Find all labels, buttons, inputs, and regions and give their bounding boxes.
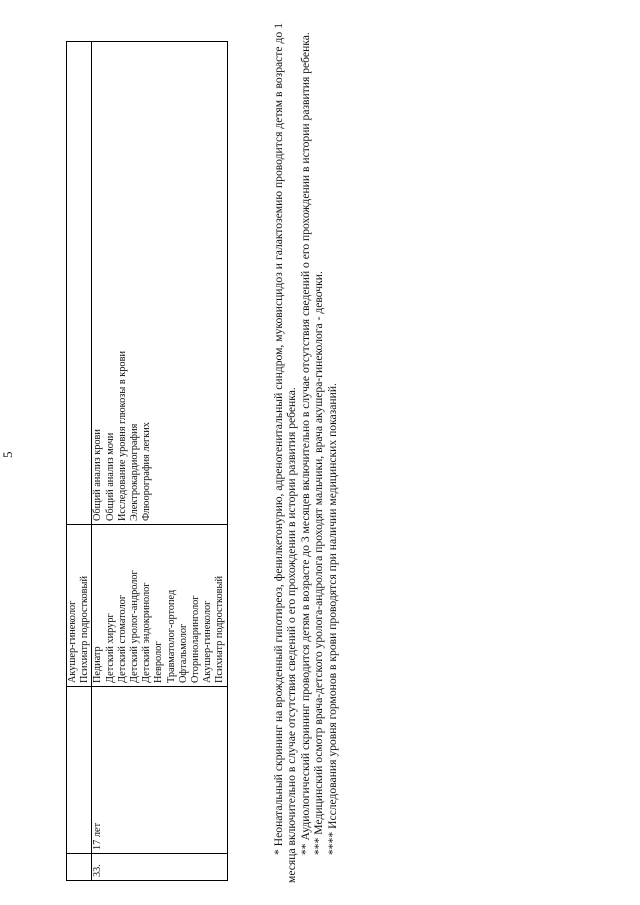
study-item: Общий анализ крови <box>92 429 104 521</box>
specialist-item: Детский уролог-андролог <box>129 570 141 683</box>
table-cell-specialists <box>67 525 92 687</box>
row-age: 17 лет <box>92 687 227 854</box>
table-cell-specialists <box>92 525 227 687</box>
specialist-item: Акушер-гинеколог <box>67 600 78 683</box>
footnote-hormone-tests: **** Исследования уровня гормонов в крови проводятся при наличии медицинских показаний. <box>325 383 339 855</box>
specialist-item: Оториноларинголог <box>190 595 202 683</box>
specialist-item: Психиатр подростковый <box>214 576 226 683</box>
footnote-urologist-gynecologist: *** Медицинский осмотр врача-детского уролога-андролога проходят мальчики, врача акушера-гинеколога - девочки. <box>312 271 326 855</box>
study-item: Общий анализ мочи <box>104 432 116 521</box>
examinations-table <box>66 41 228 881</box>
study-item: Исследование уровня глюкозы в крови <box>116 351 128 521</box>
specialist-item: Детский хирург <box>104 613 116 683</box>
footnotes <box>272 23 339 883</box>
row-number: 33. <box>92 854 227 881</box>
specialist-item: Детский стоматолог <box>116 594 128 683</box>
study-item: Флюорография легких <box>141 422 153 521</box>
specialist-item: Детский эндокринолог <box>141 582 153 683</box>
specialist-item: Офтальмолог <box>177 623 189 683</box>
study-item: Электрокардиография <box>129 423 141 521</box>
page-number: 5 <box>0 451 15 458</box>
specialist-item: Невролог <box>153 641 165 683</box>
specialist-item: Акушер-гинеколог <box>202 600 214 683</box>
table-cell-studies <box>92 42 227 525</box>
table-row <box>92 42 227 881</box>
specialist-item: Травматолог-ортопед <box>165 589 177 683</box>
table-cell-studies <box>67 42 92 525</box>
table-row <box>67 42 92 881</box>
specialist-item: Психиатр подростковый <box>79 576 91 683</box>
table-cell-age <box>67 687 92 854</box>
footnote-audiology-screening: ** Аудиологический скрининг проводится детям в возрасте до 3 месяцев включительно в случае отсутствия сведений о его прохождении в истории развития ребенка. <box>298 32 312 855</box>
footnote-neonatal-screening: * Неонатальный скрининг на врожденный гипотиреоз, фенилкетонурию, адреногенитальный синдром, муковисцидоз и галактоземию проводится детям в возрасте до 1 месяца включительно в случае отсутствия сведений о его прохождении в истории развития ребенка. <box>272 23 299 883</box>
table-cell-num <box>67 854 92 881</box>
specialist-item: Педиатр <box>92 646 104 683</box>
